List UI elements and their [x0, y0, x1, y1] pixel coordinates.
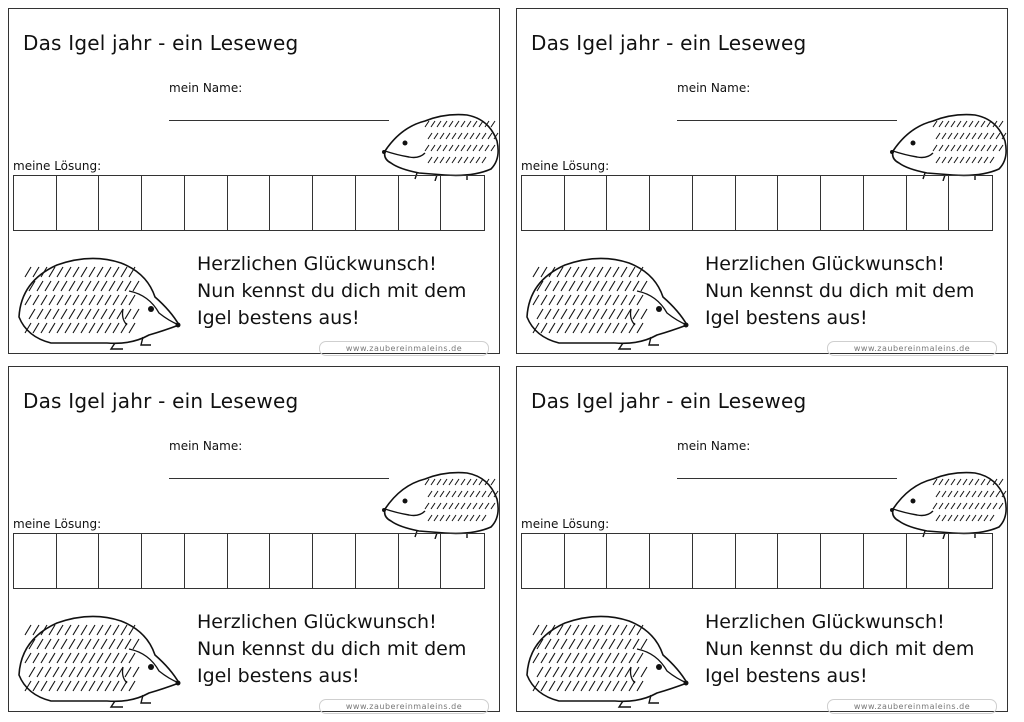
hedgehog-large-icon — [11, 251, 181, 351]
solution-box[interactable] — [778, 534, 821, 588]
hedgehog-icon — [883, 107, 1009, 185]
solution-box[interactable] — [313, 534, 356, 588]
hedgehog-large-icon — [519, 609, 689, 709]
hedgehog-icon — [11, 609, 181, 713]
congrats-message — [197, 609, 466, 690]
solution-box[interactable] — [522, 534, 565, 588]
hedgehog-icon — [519, 251, 689, 355]
solution-box[interactable] — [650, 534, 693, 588]
solution-box[interactable] — [907, 176, 950, 230]
hedgehog-large-icon — [519, 251, 689, 351]
card-title: Das Igel jahr - ein Leseweg — [23, 389, 299, 413]
solution-box[interactable] — [693, 534, 736, 588]
name-label: mein Name: — [677, 81, 751, 95]
name-line[interactable] — [677, 120, 897, 121]
solution-box[interactable] — [228, 534, 271, 588]
solution-label: meine Lösung: — [13, 159, 102, 173]
solution-box[interactable] — [778, 176, 821, 230]
footer-url: www.zaubereinmaleins.de — [827, 699, 997, 714]
solution-box[interactable] — [313, 176, 356, 230]
solution-box[interactable] — [441, 534, 484, 588]
footer-url: www.zaubereinmaleins.de — [319, 699, 489, 714]
solution-box[interactable] — [441, 176, 484, 230]
solution-box[interactable] — [356, 534, 399, 588]
solution-box[interactable] — [693, 176, 736, 230]
name-line[interactable] — [169, 478, 389, 479]
solution-box[interactable] — [399, 176, 442, 230]
message-line: Herzlichen Glückwunsch! — [705, 611, 945, 633]
solution-box[interactable] — [270, 176, 313, 230]
reading-card — [8, 366, 500, 712]
solution-box[interactable] — [270, 534, 313, 588]
solution-box[interactable] — [949, 534, 992, 588]
message-line: Igel bestens aus! — [705, 665, 868, 687]
solution-box[interactable] — [57, 176, 100, 230]
hedgehog-small-icon — [883, 465, 1009, 539]
solution-box[interactable] — [650, 176, 693, 230]
name-label: mein Name: — [169, 439, 243, 453]
message-line: Nun kennst du dich mit dem — [705, 280, 975, 302]
name-line[interactable] — [169, 120, 389, 121]
message-line: Igel bestens aus! — [197, 665, 360, 687]
message-line: Nun kennst du dich mit dem — [197, 280, 467, 302]
message-line: Nun kennst du dich mit dem — [197, 638, 467, 660]
solution-box[interactable] — [821, 534, 864, 588]
message-line: Nun kennst du dich mit dem — [705, 638, 975, 660]
message-line: Herzlichen Glückwunsch! — [197, 253, 437, 275]
solution-label: meine Lösung: — [521, 517, 610, 531]
message-line: Herzlichen Glückwunsch! — [197, 611, 437, 633]
hedgehog-icon — [883, 465, 1009, 543]
solution-box[interactable] — [607, 176, 650, 230]
solution-label: meine Lösung: — [13, 517, 102, 531]
message-line: Herzlichen Glückwunsch! — [705, 253, 945, 275]
hedgehog-icon — [375, 465, 501, 543]
solution-box[interactable] — [57, 534, 100, 588]
solution-box[interactable] — [736, 534, 779, 588]
solution-box[interactable] — [399, 534, 442, 588]
congrats-message — [705, 251, 974, 332]
card-title: Das Igel jahr - ein Leseweg — [531, 31, 807, 55]
solution-box[interactable] — [142, 176, 185, 230]
solution-box[interactable] — [99, 534, 142, 588]
solution-grid — [13, 175, 485, 231]
hedgehog-icon — [11, 251, 181, 355]
hedgehog-small-icon — [883, 107, 1009, 181]
card-title: Das Igel jahr - ein Leseweg — [23, 31, 299, 55]
solution-box[interactable] — [14, 534, 57, 588]
congrats-message — [197, 251, 466, 332]
reading-card — [516, 8, 1008, 354]
solution-box[interactable] — [736, 176, 779, 230]
solution-box[interactable] — [949, 176, 992, 230]
solution-box[interactable] — [821, 176, 864, 230]
hedgehog-icon — [375, 107, 501, 185]
solution-box[interactable] — [356, 176, 399, 230]
solution-box[interactable] — [228, 176, 271, 230]
solution-box[interactable] — [185, 176, 228, 230]
card-title: Das Igel jahr - ein Leseweg — [531, 389, 807, 413]
solution-box[interactable] — [864, 534, 907, 588]
congrats-message — [705, 609, 974, 690]
message-line: Igel bestens aus! — [705, 307, 868, 329]
name-label: mein Name: — [169, 81, 243, 95]
solution-box[interactable] — [142, 534, 185, 588]
hedgehog-icon — [519, 609, 689, 713]
solution-box[interactable] — [907, 534, 950, 588]
solution-box[interactable] — [185, 534, 228, 588]
solution-grid — [521, 533, 993, 589]
solution-box[interactable] — [607, 534, 650, 588]
reading-card — [8, 8, 500, 354]
solution-label: meine Lösung: — [521, 159, 610, 173]
solution-box[interactable] — [864, 176, 907, 230]
hedgehog-small-icon — [375, 107, 501, 181]
solution-grid — [13, 533, 485, 589]
solution-box[interactable] — [99, 176, 142, 230]
name-label: mein Name: — [677, 439, 751, 453]
solution-box[interactable] — [522, 176, 565, 230]
footer-url: www.zaubereinmaleins.de — [319, 341, 489, 356]
solution-box[interactable] — [565, 176, 608, 230]
footer-url: www.zaubereinmaleins.de — [827, 341, 997, 356]
solution-grid — [521, 175, 993, 231]
solution-box[interactable] — [14, 176, 57, 230]
hedgehog-large-icon — [11, 609, 181, 709]
name-line[interactable] — [677, 478, 897, 479]
hedgehog-small-icon — [375, 465, 501, 539]
reading-card — [516, 366, 1008, 712]
message-line: Igel bestens aus! — [197, 307, 360, 329]
solution-box[interactable] — [565, 534, 608, 588]
